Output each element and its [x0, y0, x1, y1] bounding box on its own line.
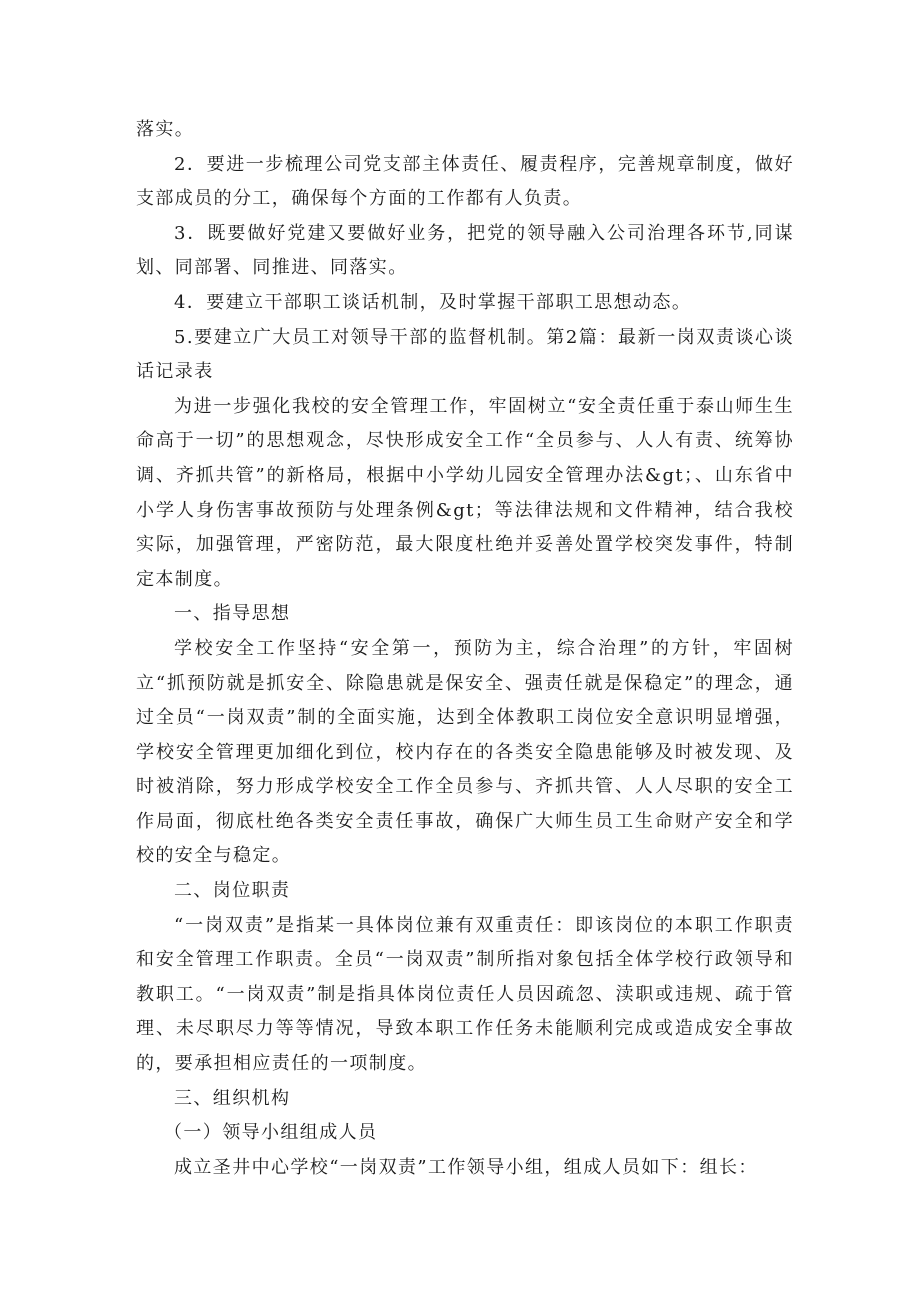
paragraph-item-4: 4．要建立干部职工谈话机制，及时掌握干部职工思想动态。: [174, 291, 692, 313]
section-heading-organization: 三、组织机构: [174, 1087, 291, 1109]
paragraph-item-3: 3．既要做好党建又要做好业务，把党的领导融入公司治理各环节,同谋划、同部署、同推进、同落实。: [136, 222, 794, 279]
paragraph-guiding-ideology: 学校安全工作坚持“安全第一，预防为主，综合治理”的方针，牢固树立“抓预防就是抓安全、除隐患就是保安全、强责任就是保稳定”的理念，通过全员“一岗双责”制的全面实施，达到全体教职工岗位安全意识明显增强，学校安全管理更加细化到位，校内存在的各类安全隐患能够及时被发现、及时被消除，努力形成学校安全工作全员参与、齐抓共管、人人尽职的安全工作局面，彻底杜绝各类安全责任事故，确保广大师生员工生命财产安全和学校的安全与稳定。: [136, 637, 794, 867]
paragraph-leadership-group: 成立圣井中心学校“一岗双责”工作领导小组，组成人员如下：组长：: [174, 1156, 758, 1178]
paragraph-job-duties: “一岗双责”是指某一具体岗位兼有双重责任：即该岗位的本职工作职责和安全管理工作职责。全员“一岗双责”制所指对象包括全体学校行政领导和教职工。“一岗双责”制是指具体岗位责任人员因疏忽、渎职或违规、疏于管理、未尽职尽力等等情况，导致本职工作任务未能顺利完成或造成安全事故的，要承担相应责任的一项制度。: [136, 914, 794, 1075]
paragraph-continuation: 落实。: [136, 119, 195, 140]
section-heading-guiding-ideology: 一、指导思想: [174, 603, 291, 625]
paragraph-intro: 为进一步强化我校的安全管理工作，牢固树立“安全责任重于泰山师生生命高于一切”的思想观念，尽快形成安全工作“全员参与、人人有责、统筹协调、齐抓共管”的新格局，根据中小学幼儿园安全管理办法&gt；、山东省中小学人身伤害事故预防与处理条例&gt；等法律法规和文件精神，结合我校实际，加强管理，严密防范，最大限度杜绝并妥善处置学校突发事件，特制定本制度。: [136, 395, 794, 590]
document-body: [136, 113, 794, 1185]
subsection-heading-leadership-group: （一）领导小组组成人员: [164, 1122, 378, 1144]
paragraph-item-2: 2．要进一步梳理公司党支部主体责任、履责程序，完善规章制度，做好支部成员的分工，确保每个方面的工作都有人负责。: [136, 153, 794, 210]
paragraph-item-5: 5.要建立广大员工对领导干部的监督机制。第2篇：最新一岗双责谈心谈话记录表: [136, 326, 794, 383]
section-heading-job-duties: 二、岗位职责: [174, 880, 291, 902]
